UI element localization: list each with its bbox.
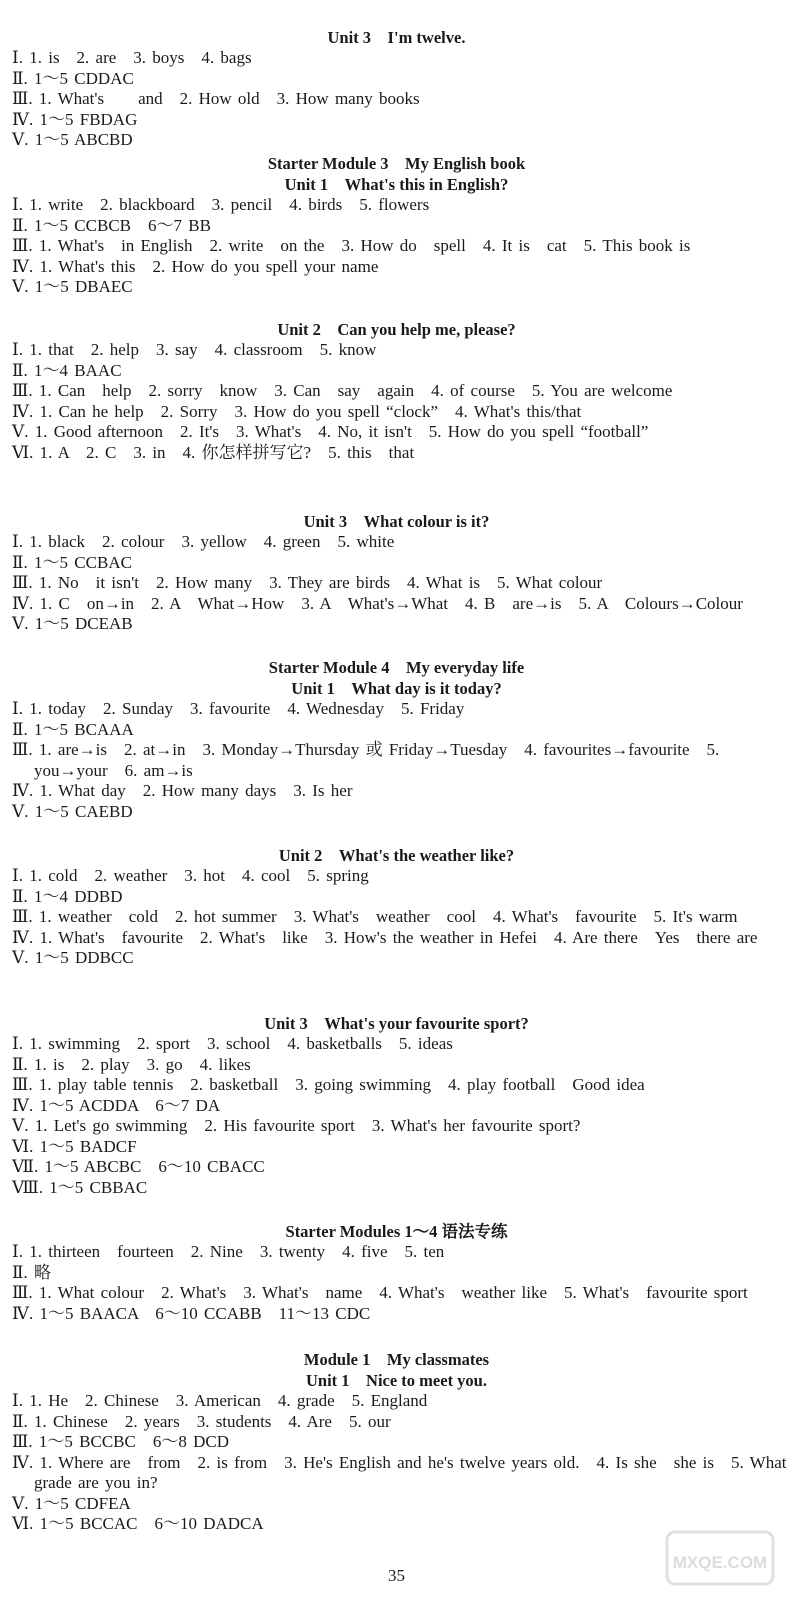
answer-row: Ⅲ. 1. weather cold 2. hot summer 3. What's weather cool 4. What's favourite 5. It's warm — [12, 907, 738, 926]
answer-row: Ⅳ. 1. What's this 2. How do you spell your name — [12, 256, 379, 276]
watermark-text: MXQE.COM — [672, 1553, 768, 1572]
section-heading: Unit 3 I'm twelve. — [327, 28, 466, 47]
answer-row: Ⅲ. 1. What's in English 2. write on the 3. How do spell 4. It is cat 5. This book is — [12, 236, 691, 255]
watermark-logo — [665, 1528, 775, 1588]
answer-row: Ⅳ. 1. Can he help 2. Sorry 3. How do you spell “clock” 4. What's this/that — [12, 401, 582, 421]
section-starter-module-4-unit1 — [0, 657, 793, 822]
answer-row: Ⅷ. 1～5 CBBAC — [12, 1177, 148, 1197]
section-heading: Unit 3 What colour is it? — [303, 512, 490, 531]
section-starter-module-3-unit1 — [0, 153, 793, 298]
answer-row: Ⅲ. 1. are→is 2. at→in 3. Monday→Thursday 或 Friday→Tuesday 4. favourites→favourite 5. you→your 6. am→is — [12, 740, 720, 780]
answer-row: Ⅱ. 1～4 DDBD — [12, 886, 123, 906]
answer-row: Ⅰ. 1. black 2. colour 3. yellow 4. green 5. white — [12, 532, 395, 551]
answer-row: Ⅵ. 1～5 BCCAC 6～10 DADCA — [12, 1514, 264, 1533]
answer-row: Ⅱ. 1～5 BCAAA — [12, 719, 134, 739]
section-unit3-colour — [0, 511, 793, 635]
section-heading: Unit 2 What's the weather like? — [278, 846, 515, 865]
answer-row: Ⅰ. 1. swimming 2. sport 3. school 4. basketballs 5. ideas — [12, 1034, 453, 1053]
answer-row: Ⅰ. 1. that 2. help 3. say 4. classroom 5. know — [12, 340, 377, 359]
section-heading: Starter Modules 1～4 语法专练 — [285, 1222, 508, 1241]
answer-row: Ⅴ. 1～5 CDFEA — [12, 1493, 131, 1513]
answer-row: Ⅴ. 1～5 ABCBD — [12, 130, 133, 149]
answer-row: Ⅰ. 1. He 2. Chinese 3. American 4. grade 5. England — [12, 1391, 428, 1410]
answer-row: Ⅲ. 1. What colour 2. What's 3. What's name 4. What's weather like 5. What's favourite sport — [12, 1283, 748, 1302]
section-unit2-weather — [0, 845, 793, 969]
answer-row: Ⅱ. 1. Chinese 2. years 3. students 4. Are 5. our — [12, 1411, 391, 1431]
answer-row: Ⅵ. 1～5 BADCF — [12, 1136, 137, 1156]
answer-row: Ⅱ. 1～4 BAAC — [12, 360, 122, 380]
answer-row: Ⅱ. 1～5 CDDAC — [12, 68, 134, 88]
section-heading: Unit 3 What's your favourite sport? — [264, 1014, 529, 1033]
answer-row: Ⅴ. 1～5 CAEBD — [12, 801, 133, 821]
section-grammar-practice — [0, 1221, 793, 1324]
answer-row: Ⅳ. 1～5 BAACA 6～10 CCABB 11～13 CDC — [12, 1303, 371, 1323]
answer-row: Ⅰ. 1. cold 2. weather 3. hot 4. cool 5. spring — [12, 866, 369, 885]
answer-row: Ⅴ. 1. Good afternoon 2. It's 3. What's 4. No, it isn't 5. How do you spell “football” — [12, 422, 649, 441]
answer-row: Ⅲ. 1～5 BCCBC 6～8 DCD — [12, 1432, 229, 1451]
answer-row: Ⅲ. 1. What's and 2. How old 3. How many books — [12, 89, 420, 108]
module-heading: Starter Module 4 My everyday life — [268, 658, 525, 677]
answer-row: Ⅳ. 1. What day 2. How many days 3. Is her — [12, 781, 353, 800]
section-unit3-sport — [0, 1013, 793, 1198]
answer-row: Ⅱ. 1～5 CCBAC — [12, 552, 132, 572]
answer-row: Ⅱ. 略 — [12, 1262, 52, 1282]
answer-row: Ⅰ. 1. is 2. are 3. boys 4. bags — [12, 48, 252, 67]
answer-row: Ⅴ. 1. Let's go swimming 2. His favourite sport 3. What's her favourite sport? — [12, 1116, 581, 1135]
answer-row: Ⅳ. 1. What's favourite 2. What's like 3. How's the weather in Hefei 4. Are there Yes there are — [12, 927, 758, 947]
answer-row: Ⅱ. 1. is 2. play 3. go 4. likes — [12, 1054, 251, 1074]
section-unit2-help — [0, 319, 793, 463]
answer-row: Ⅴ. 1～5 DBAEC — [12, 277, 133, 296]
section-heading: Unit 1 Nice to meet you. — [305, 1371, 487, 1390]
answer-row: Ⅳ. 1～5 FBDAG — [12, 109, 138, 129]
answer-row: Ⅲ. 1. play table tennis 2. basketball 3. going swimming 4. play football Good idea — [12, 1075, 645, 1094]
answer-row: Ⅶ. 1～5 ABCBC 6～10 CBACC — [12, 1157, 265, 1176]
answer-row: Ⅵ. 1. A 2. C 3. in 4. 你怎样拼写它? 5. this that — [12, 442, 415, 462]
answer-row: Ⅳ. 1. Where are from 2. is from 3. He's English and he's twelve years old. 4. Is she she is 5. What grade are you in? — [12, 1452, 787, 1492]
answer-row: Ⅲ. 1. Can help 2. sorry know 3. Can say again 4. of course 5. You are welcome — [12, 381, 673, 400]
section-module-1-unit1 — [0, 1349, 793, 1535]
module-heading: Starter Module 3 My English book — [267, 154, 526, 173]
answer-row: Ⅰ. 1. today 2. Sunday 3. favourite 4. Wednesday 5. Friday — [12, 699, 465, 718]
answer-row: Ⅰ. 1. thirteen fourteen 2. Nine 3. twenty 4. five 5. ten — [12, 1242, 445, 1261]
answer-row: Ⅰ. 1. write 2. blackboard 3. pencil 4. birds 5. flowers — [12, 195, 430, 214]
section-heading: Unit 2 Can you help me, please? — [277, 320, 516, 339]
section-heading: Unit 1 What's this in English? — [284, 175, 509, 194]
answer-row: Ⅴ. 1～5 DCEAB — [12, 614, 133, 633]
section-unit3-twelve — [0, 27, 793, 151]
answer-row: Ⅱ. 1～5 CCBCB 6～7 BB — [12, 215, 211, 235]
answer-row: Ⅲ. 1. No it isn't 2. How many 3. They are birds 4. What is 5. What colour — [12, 573, 603, 592]
answer-row: Ⅴ. 1～5 DDBCC — [12, 948, 134, 967]
page-number: 35 — [388, 1566, 405, 1585]
answer-row: Ⅳ. 1～5 ACDDA 6～7 DA — [12, 1095, 221, 1115]
section-heading: Unit 1 What day is it today? — [291, 679, 502, 698]
answer-row: Ⅳ. 1. C on→in 2. A What→How 3. A What's→What 4. B are→is 5. A Colours→Colour — [12, 593, 743, 613]
module-heading: Module 1 My classmates — [303, 1350, 490, 1369]
